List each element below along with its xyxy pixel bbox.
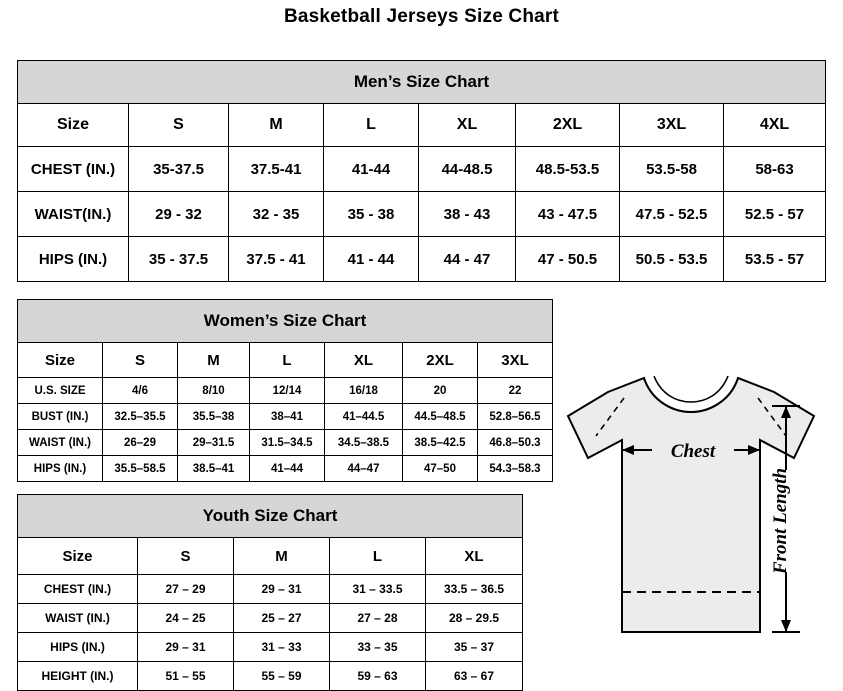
cell-waist-m: 25 – 27 bbox=[234, 604, 330, 633]
column-header-4xl: 4XL bbox=[724, 104, 826, 147]
cell-chest-l: 31 – 33.5 bbox=[330, 575, 426, 604]
table-row bbox=[18, 237, 826, 282]
row-label-height: HEIGHT (IN.) bbox=[18, 662, 138, 691]
cell-waist-xl: 28 – 29.5 bbox=[426, 604, 523, 633]
row-label-chest: CHEST (IN.) bbox=[18, 147, 129, 192]
column-header-3xl: 3XL bbox=[478, 343, 553, 378]
page-title: Basketball Jerseys Size Chart bbox=[283, 6, 560, 27]
cell-waist-s: 29 - 32 bbox=[129, 192, 229, 237]
column-header-row bbox=[18, 538, 523, 575]
cell-hips-4xl: 53.5 - 57 bbox=[724, 237, 826, 282]
cell-chest-m: 37.5-41 bbox=[229, 147, 324, 192]
cell-chest-4xl: 58-63 bbox=[724, 147, 826, 192]
youth-chart-title: Youth Size Chart bbox=[18, 495, 523, 538]
cell-waist-4xl: 52.5 - 57 bbox=[724, 192, 826, 237]
cell-bust-m: 35.5–38 bbox=[178, 404, 250, 430]
womens-size-chart-table bbox=[17, 299, 553, 482]
cell-waist-2xl: 38.5–42.5 bbox=[403, 430, 478, 456]
table-row bbox=[18, 192, 826, 237]
row-label-chest: CHEST (IN.) bbox=[18, 575, 138, 604]
cell-chest-3xl: 53.5-58 bbox=[620, 147, 724, 192]
table-row bbox=[18, 662, 523, 691]
column-header-l: L bbox=[250, 343, 325, 378]
cell-height-m: 55 – 59 bbox=[234, 662, 330, 691]
table-row bbox=[18, 604, 523, 633]
mens-size-chart-table bbox=[17, 60, 826, 282]
table-row bbox=[18, 575, 523, 604]
table-header-row bbox=[18, 495, 523, 538]
column-header-s: S bbox=[103, 343, 178, 378]
cell-us-size-l: 12/14 bbox=[250, 378, 325, 404]
cell-us-size-m: 8/10 bbox=[178, 378, 250, 404]
cell-hips-2xl: 47–50 bbox=[403, 456, 478, 482]
row-label-waist: WAIST (IN.) bbox=[18, 604, 138, 633]
cell-us-size-xl: 16/18 bbox=[325, 378, 403, 404]
youth-size-chart-table bbox=[17, 494, 523, 691]
column-header-2xl: 2XL bbox=[516, 104, 620, 147]
cell-chest-l: 41-44 bbox=[324, 147, 419, 192]
cell-hips-s: 35.5–58.5 bbox=[103, 456, 178, 482]
mens-chart-title: Men’s Size Chart bbox=[18, 61, 826, 104]
cell-us-size-s: 4/6 bbox=[103, 378, 178, 404]
cell-hips-l: 33 – 35 bbox=[330, 633, 426, 662]
front-length-label: Front Length bbox=[770, 467, 791, 575]
column-header-xl: XL bbox=[419, 104, 516, 147]
cell-waist-l: 31.5–34.5 bbox=[250, 430, 325, 456]
cell-chest-m: 29 – 31 bbox=[234, 575, 330, 604]
cell-hips-xl: 44 - 47 bbox=[419, 237, 516, 282]
womens-chart-title: Women’s Size Chart bbox=[18, 300, 553, 343]
column-header-3xl: 3XL bbox=[620, 104, 724, 147]
column-header-l: L bbox=[330, 538, 426, 575]
cell-waist-m: 32 - 35 bbox=[229, 192, 324, 237]
chest-label: Chest bbox=[670, 441, 716, 462]
row-label-hips: HIPS (IN.) bbox=[18, 456, 103, 482]
cell-chest-xl: 44-48.5 bbox=[419, 147, 516, 192]
cell-waist-m: 29–31.5 bbox=[178, 430, 250, 456]
cell-chest-xl: 33.5 – 36.5 bbox=[426, 575, 523, 604]
table-header-row bbox=[18, 61, 826, 104]
column-header-row bbox=[18, 104, 826, 147]
cell-us-size-2xl: 20 bbox=[403, 378, 478, 404]
column-header-2xl: 2XL bbox=[403, 343, 478, 378]
column-header-xl: XL bbox=[426, 538, 523, 575]
cell-hips-xl: 35 – 37 bbox=[426, 633, 523, 662]
cell-waist-l: 35 - 38 bbox=[324, 192, 419, 237]
cell-height-xl: 63 – 67 bbox=[426, 662, 523, 691]
row-label-bust: BUST (IN.) bbox=[18, 404, 103, 430]
row-label-waist: WAIST(IN.) bbox=[18, 192, 129, 237]
cell-chest-s: 35-37.5 bbox=[129, 147, 229, 192]
cell-waist-2xl: 43 - 47.5 bbox=[516, 192, 620, 237]
column-header-s: S bbox=[129, 104, 229, 147]
table-row bbox=[18, 378, 553, 404]
cell-waist-l: 27 – 28 bbox=[330, 604, 426, 633]
column-header-xl: XL bbox=[325, 343, 403, 378]
cell-waist-3xl: 47.5 - 52.5 bbox=[620, 192, 724, 237]
cell-hips-s: 29 – 31 bbox=[138, 633, 234, 662]
cell-hips-m: 31 – 33 bbox=[234, 633, 330, 662]
cell-us-size-3xl: 22 bbox=[478, 378, 553, 404]
column-header-s: S bbox=[138, 538, 234, 575]
row-label-us-size: U.S. SIZE bbox=[18, 378, 103, 404]
cell-hips-3xl: 50.5 - 53.5 bbox=[620, 237, 724, 282]
row-label-hips: HIPS (IN.) bbox=[18, 237, 129, 282]
cell-hips-s: 35 - 37.5 bbox=[129, 237, 229, 282]
cell-hips-l: 41–44 bbox=[250, 456, 325, 482]
cell-waist-xl: 38 - 43 bbox=[419, 192, 516, 237]
cell-hips-2xl: 47 - 50.5 bbox=[516, 237, 620, 282]
cell-hips-3xl: 54.3–58.3 bbox=[478, 456, 553, 482]
column-header-m: M bbox=[229, 104, 324, 147]
table-row bbox=[18, 430, 553, 456]
cell-hips-m: 38.5–41 bbox=[178, 456, 250, 482]
cell-bust-3xl: 52.8–56.5 bbox=[478, 404, 553, 430]
column-header-row bbox=[18, 343, 553, 378]
cell-waist-s: 24 – 25 bbox=[138, 604, 234, 633]
table-row bbox=[18, 404, 553, 430]
cell-hips-xl: 44–47 bbox=[325, 456, 403, 482]
cell-hips-l: 41 - 44 bbox=[324, 237, 419, 282]
table-row bbox=[18, 633, 523, 662]
cell-hips-m: 37.5 - 41 bbox=[229, 237, 324, 282]
column-header-size: Size bbox=[18, 104, 129, 147]
cell-height-l: 59 – 63 bbox=[330, 662, 426, 691]
column-header-size: Size bbox=[18, 538, 138, 575]
cell-bust-s: 32.5–35.5 bbox=[103, 404, 178, 430]
cell-waist-xl: 34.5–38.5 bbox=[325, 430, 403, 456]
cell-bust-2xl: 44.5–48.5 bbox=[403, 404, 478, 430]
row-label-hips: HIPS (IN.) bbox=[18, 633, 138, 662]
table-row bbox=[18, 456, 553, 482]
column-header-m: M bbox=[234, 538, 330, 575]
shirt-measurement-diagram bbox=[548, 340, 838, 670]
row-label-waist: WAIST (IN.) bbox=[18, 430, 103, 456]
cell-bust-l: 38–41 bbox=[250, 404, 325, 430]
column-header-l: L bbox=[324, 104, 419, 147]
cell-chest-2xl: 48.5-53.5 bbox=[516, 147, 620, 192]
cell-height-s: 51 – 55 bbox=[138, 662, 234, 691]
cell-waist-s: 26–29 bbox=[103, 430, 178, 456]
cell-chest-s: 27 – 29 bbox=[138, 575, 234, 604]
column-header-m: M bbox=[178, 343, 250, 378]
cell-bust-xl: 41–44.5 bbox=[325, 404, 403, 430]
column-header-size: Size bbox=[18, 343, 103, 378]
table-header-row bbox=[18, 300, 553, 343]
table-row bbox=[18, 147, 826, 192]
cell-waist-3xl: 46.8–50.3 bbox=[478, 430, 553, 456]
